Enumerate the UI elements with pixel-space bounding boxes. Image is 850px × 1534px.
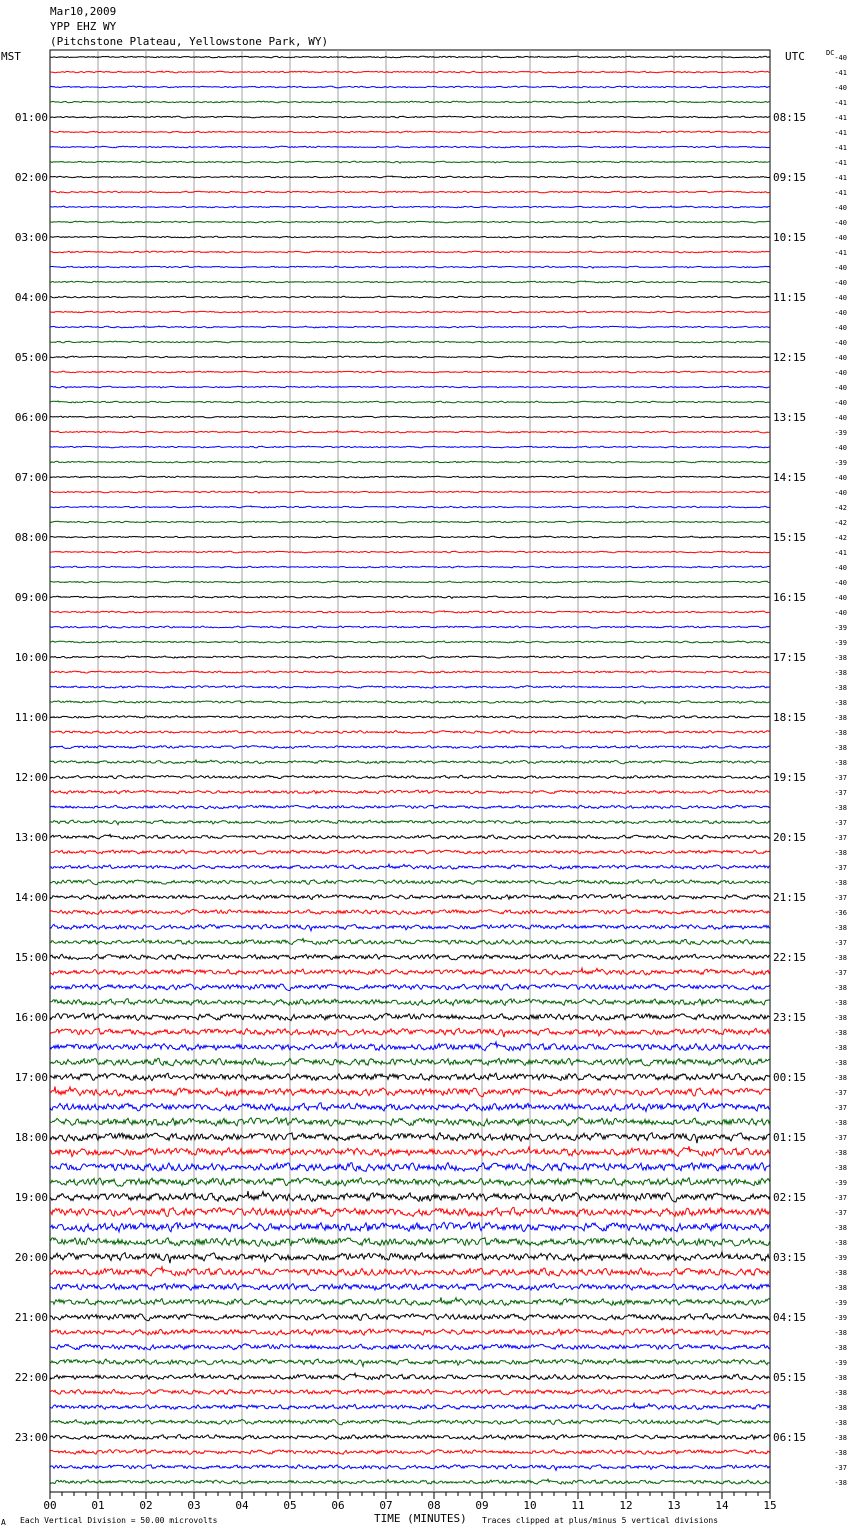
trace-line <box>50 281 770 283</box>
dc-offset-label: -37 <box>834 864 847 872</box>
vertical-scale-note: Each Vertical Division = 50.00 microvolts <box>20 1516 218 1525</box>
trace-line <box>50 476 770 478</box>
trace-line <box>50 401 770 403</box>
trace-line <box>50 1450 770 1455</box>
trace-line <box>50 880 770 885</box>
left-hour-label: 05:00 <box>14 351 48 364</box>
trace-line <box>50 266 770 268</box>
right-hour-label: 11:15 <box>773 291 807 304</box>
right-hour-label: 10:15 <box>773 231 807 244</box>
trace-line <box>50 1344 770 1350</box>
dc-offset-label: -40 <box>834 384 847 392</box>
plot-date: Mar10,2009 <box>50 5 117 18</box>
trace-line <box>50 566 770 568</box>
dc-offset-label: -39 <box>834 1179 847 1187</box>
dc-offset-label: -37 <box>834 1464 847 1472</box>
right-hour-label: 15:15 <box>773 531 807 544</box>
trace-line <box>50 1267 770 1276</box>
right-hour-label: 18:15 <box>773 711 807 724</box>
right-hour-label: 14:15 <box>773 471 807 484</box>
trace-line <box>50 86 770 88</box>
dc-offset-label: -40 <box>834 609 847 617</box>
x-axis-title: TIME (MINUTES) <box>374 1512 467 1525</box>
dc-offset-label: -40 <box>834 219 847 227</box>
left-hour-label: 19:00 <box>14 1191 48 1204</box>
dc-offset-label: -37 <box>834 1104 847 1112</box>
trace-line <box>50 431 770 433</box>
left-hour-label: 10:00 <box>14 651 48 664</box>
dc-offset-label: -37 <box>834 789 847 797</box>
dc-offset-label: -38 <box>834 1344 847 1352</box>
dc-offset-label: -41 <box>834 129 847 137</box>
trace-line <box>50 236 770 238</box>
dc-offset-label: -38 <box>834 849 847 857</box>
dc-offset-label: -40 <box>834 204 847 212</box>
left-hour-label: 20:00 <box>14 1251 48 1264</box>
dc-offset-label: -37 <box>834 1089 847 1097</box>
dc-offset-label: -38 <box>834 1119 847 1127</box>
right-hour-label: 13:15 <box>773 411 807 424</box>
trace-line <box>50 686 770 688</box>
dc-offset-label: -37 <box>834 819 847 827</box>
x-tick-label: 15 <box>763 1499 777 1512</box>
clip-note: Traces clipped at plus/minus 5 vertical divisions <box>482 1516 719 1525</box>
dc-offset-label: -38 <box>834 999 847 1007</box>
trace-line <box>50 416 770 418</box>
left-hour-label: 01:00 <box>14 111 48 124</box>
dc-offset-label: -37 <box>834 1209 847 1217</box>
dc-offset-label: -38 <box>834 1029 847 1037</box>
dc-offset-label: -39 <box>834 429 847 437</box>
left-hour-label: 03:00 <box>14 231 48 244</box>
dc-offset-label: -38 <box>834 1149 847 1157</box>
trace-line <box>50 386 770 388</box>
trace-line <box>50 1359 770 1366</box>
trace-line <box>50 1178 770 1186</box>
trace-line <box>50 1222 770 1232</box>
dc-offset-label: -38 <box>834 1224 847 1232</box>
trace-line <box>50 1420 770 1425</box>
dc-offset-label: -38 <box>834 1389 847 1397</box>
dc-offset-label: -37 <box>834 834 847 842</box>
dc-offset-label: -41 <box>834 549 847 557</box>
x-tick-label: 14 <box>715 1499 729 1512</box>
dc-offset-label: -40 <box>834 309 847 317</box>
trace-line <box>50 641 770 643</box>
trace-line <box>50 1329 770 1336</box>
trace-line <box>50 1479 770 1484</box>
dc-offset-label: -38 <box>834 744 847 752</box>
trace-line <box>50 805 770 809</box>
dc-offset-label: -39 <box>834 1359 847 1367</box>
dc-offset-label: -40 <box>834 54 847 62</box>
trace-line <box>50 984 770 991</box>
trace-line <box>50 775 770 778</box>
dc-offset-label: -38 <box>834 759 847 767</box>
dc-offset-label: -40 <box>834 414 847 422</box>
dc-offset-label: -39 <box>834 459 847 467</box>
dc-offset-label: -38 <box>834 1374 847 1382</box>
trace-line <box>50 999 770 1006</box>
trace-line <box>50 131 770 133</box>
trace-line <box>50 1163 770 1172</box>
trace-line <box>50 446 770 448</box>
left-hour-label: 04:00 <box>14 291 48 304</box>
dc-offset-label: -41 <box>834 69 847 77</box>
dc-offset-label: -40 <box>834 579 847 587</box>
dc-offset-label: -38 <box>834 924 847 932</box>
dc-offset-label: -38 <box>834 684 847 692</box>
trace-line <box>50 551 770 553</box>
x-tick-label: 10 <box>523 1499 537 1512</box>
left-hour-label: 09:00 <box>14 591 48 604</box>
dc-offset-label: -39 <box>834 1314 847 1322</box>
trace-line <box>50 101 770 103</box>
dc-offset-label: -38 <box>834 654 847 662</box>
x-tick-label: 09 <box>475 1499 489 1512</box>
right-hour-label: 00:15 <box>773 1071 807 1084</box>
dc-offset-label: -38 <box>834 1419 847 1427</box>
right-hour-label: 06:15 <box>773 1431 807 1444</box>
station-code: YPP EHZ WY <box>50 20 117 33</box>
trace-line <box>50 1103 770 1112</box>
dc-label: DC <box>826 49 835 57</box>
trace-line <box>50 221 770 223</box>
trace-line <box>50 146 770 148</box>
station-location: (Pitchstone Plateau, Yellowstone Park, WY) <box>50 35 329 48</box>
dc-offset-label: -41 <box>834 99 847 107</box>
right-hour-label: 22:15 <box>773 951 807 964</box>
dc-offset-label: -39 <box>834 639 847 647</box>
trace-line <box>50 71 770 73</box>
dc-offset-label: -40 <box>834 294 847 302</box>
dc-offset-label: -38 <box>834 1014 847 1022</box>
dc-offset-label: -38 <box>834 1479 847 1487</box>
left-timezone-label: MST <box>1 50 21 63</box>
dc-offset-label: -40 <box>834 474 847 482</box>
trace-line <box>50 1252 770 1263</box>
trace-line <box>50 790 770 794</box>
trace-line <box>50 1404 770 1410</box>
left-hour-label: 12:00 <box>14 771 48 784</box>
left-hour-label: 16:00 <box>14 1011 48 1024</box>
dc-offset-label: -42 <box>834 504 847 512</box>
trace-line <box>50 506 770 508</box>
trace-line <box>50 760 770 764</box>
dc-offset-label: -40 <box>834 339 847 347</box>
left-hour-label: 22:00 <box>14 1371 48 1384</box>
trace-line <box>50 1465 770 1471</box>
x-tick-label: 01 <box>91 1499 105 1512</box>
trace-line <box>50 1191 770 1202</box>
dc-offset-label: -41 <box>834 174 847 182</box>
trace-line <box>50 715 770 718</box>
dc-offset-label: -37 <box>834 939 847 947</box>
dc-offset-label: -38 <box>834 954 847 962</box>
dc-offset-label: -37 <box>834 969 847 977</box>
trace-line <box>50 954 770 960</box>
left-hour-label: 18:00 <box>14 1131 48 1144</box>
trace-line <box>50 1435 770 1440</box>
dc-offset-label: -40 <box>834 564 847 572</box>
x-tick-label: 08 <box>427 1499 441 1512</box>
dc-offset-label: -38 <box>834 1074 847 1082</box>
dc-offset-label: -38 <box>834 714 847 722</box>
dc-offset-label: -40 <box>834 264 847 272</box>
right-timezone-label: UTC <box>785 50 805 63</box>
trace-line <box>50 909 770 914</box>
dc-offset-label: -40 <box>834 279 847 287</box>
trace-line <box>50 161 770 163</box>
trace-line <box>50 326 770 328</box>
trace-line <box>50 820 770 825</box>
dc-offset-label: -38 <box>834 1329 847 1337</box>
dc-offset-label: -41 <box>834 144 847 152</box>
dc-offset-label: -38 <box>834 1044 847 1052</box>
trace-line <box>50 251 770 253</box>
trace-line <box>50 341 770 343</box>
right-hour-label: 19:15 <box>773 771 807 784</box>
dc-offset-label: -40 <box>834 234 847 242</box>
dc-offset-label: -40 <box>834 84 847 92</box>
trace-line <box>50 596 770 598</box>
right-hour-label: 23:15 <box>773 1011 807 1024</box>
trace-line <box>50 461 770 463</box>
dc-offset-label: -42 <box>834 534 847 542</box>
trace-line <box>50 1208 770 1217</box>
dc-offset-label: -38 <box>834 1434 847 1442</box>
right-hour-label: 04:15 <box>773 1311 807 1324</box>
trace-line <box>50 924 770 931</box>
trace-line <box>50 1146 770 1156</box>
dc-offset-label: -39 <box>834 1299 847 1307</box>
dc-offset-label: -38 <box>834 699 847 707</box>
dc-offset-label: -38 <box>834 1239 847 1247</box>
dc-offset-label: -41 <box>834 189 847 197</box>
dc-offset-label: -37 <box>834 894 847 902</box>
trace-line <box>50 1314 770 1321</box>
trace-line <box>50 1087 770 1097</box>
x-tick-label: 00 <box>43 1499 57 1512</box>
right-hour-label: 17:15 <box>773 651 807 664</box>
trace-line <box>50 611 770 613</box>
trace-line <box>50 356 770 358</box>
dc-offset-label: -41 <box>834 159 847 167</box>
x-tick-label: 02 <box>139 1499 153 1512</box>
trace-line <box>50 1389 770 1394</box>
left-hour-label: 06:00 <box>14 411 48 424</box>
trace-line <box>50 176 770 178</box>
right-hour-label: 16:15 <box>773 591 807 604</box>
trace-line <box>50 296 770 298</box>
corner-mark: A <box>1 1518 6 1527</box>
right-hour-label: 02:15 <box>773 1191 807 1204</box>
left-hour-label: 07:00 <box>14 471 48 484</box>
trace-line <box>50 1284 770 1291</box>
left-hour-label: 02:00 <box>14 171 48 184</box>
trace-line <box>50 491 770 493</box>
trace-line <box>50 1297 770 1305</box>
dc-offset-label: -41 <box>834 114 847 122</box>
dc-offset-label: -42 <box>834 519 847 527</box>
trace-line <box>50 1118 770 1127</box>
trace-line <box>50 864 770 869</box>
dc-offset-label: -38 <box>834 669 847 677</box>
x-tick-label: 11 <box>571 1499 585 1512</box>
dc-offset-label: -38 <box>834 729 847 737</box>
trace-line <box>50 850 770 854</box>
dc-offset-label: -41 <box>834 249 847 257</box>
trace-line <box>50 521 770 523</box>
dc-offset-label: -40 <box>834 354 847 362</box>
trace-line <box>50 671 770 673</box>
trace-line <box>50 1373 770 1380</box>
dc-offset-label: -38 <box>834 804 847 812</box>
right-hour-label: 21:15 <box>773 891 807 904</box>
trace-line <box>50 939 770 945</box>
dc-offset-label: -38 <box>834 1164 847 1172</box>
dc-offset-label: -38 <box>834 879 847 887</box>
dc-offset-label: -40 <box>834 369 847 377</box>
dc-offset-label: -40 <box>834 324 847 332</box>
trace-line <box>50 731 770 734</box>
trace-line <box>50 701 770 704</box>
dc-offset-label: -38 <box>834 1269 847 1277</box>
left-hour-label: 21:00 <box>14 1311 48 1324</box>
right-hour-label: 01:15 <box>773 1131 807 1144</box>
trace-line <box>50 581 770 583</box>
trace-line <box>50 191 770 193</box>
trace-line <box>50 1238 770 1247</box>
dc-offset-label: -39 <box>834 1254 847 1262</box>
dc-offset-label: -38 <box>834 1059 847 1067</box>
x-tick-label: 05 <box>283 1499 297 1512</box>
left-hour-label: 17:00 <box>14 1071 48 1084</box>
dc-offset-label: -40 <box>834 444 847 452</box>
dc-offset-label: -39 <box>834 624 847 632</box>
left-hour-label: 23:00 <box>14 1431 48 1444</box>
trace-line <box>50 1133 770 1144</box>
trace-line <box>50 746 770 749</box>
trace-line <box>50 1013 770 1020</box>
right-hour-label: 08:15 <box>773 111 807 124</box>
trace-line <box>50 968 770 975</box>
dc-offset-label: -37 <box>834 774 847 782</box>
left-hour-label: 11:00 <box>14 711 48 724</box>
right-hour-label: 03:15 <box>773 1251 807 1264</box>
dc-offset-label: -38 <box>834 1449 847 1457</box>
trace-line <box>50 206 770 208</box>
x-tick-label: 06 <box>331 1499 345 1512</box>
x-tick-label: 03 <box>187 1499 201 1512</box>
left-hour-label: 08:00 <box>14 531 48 544</box>
dc-offset-label: -38 <box>834 984 847 992</box>
trace-line <box>50 1058 770 1066</box>
right-hour-label: 05:15 <box>773 1371 807 1384</box>
x-tick-label: 12 <box>619 1499 633 1512</box>
x-tick-label: 13 <box>667 1499 681 1512</box>
trace-line <box>50 1028 770 1037</box>
dc-offset-label: -40 <box>834 489 847 497</box>
trace-line <box>50 656 770 658</box>
trace-line <box>50 1073 770 1081</box>
x-tick-label: 04 <box>235 1499 249 1512</box>
trace-line <box>50 116 770 118</box>
trace-line <box>50 311 770 313</box>
trace-line <box>50 834 770 839</box>
dc-offset-label: -38 <box>834 1404 847 1412</box>
right-hour-label: 20:15 <box>773 831 807 844</box>
dc-offset-label: -37 <box>834 1194 847 1202</box>
trace-line <box>50 56 770 58</box>
trace-line <box>50 536 770 538</box>
dc-offset-label: -37 <box>834 1134 847 1142</box>
dc-offset-label: -40 <box>834 594 847 602</box>
left-hour-label: 13:00 <box>14 831 48 844</box>
dc-offset-label: -36 <box>834 909 847 917</box>
trace-line <box>50 371 770 373</box>
trace-line <box>50 894 770 899</box>
dc-offset-label: -40 <box>834 399 847 407</box>
trace-line <box>50 626 770 628</box>
left-hour-label: 15:00 <box>14 951 48 964</box>
trace-line <box>50 1042 770 1051</box>
x-tick-label: 07 <box>379 1499 393 1512</box>
right-hour-label: 12:15 <box>773 351 807 364</box>
left-hour-label: 14:00 <box>14 891 48 904</box>
right-hour-label: 09:15 <box>773 171 807 184</box>
dc-offset-label: -38 <box>834 1284 847 1292</box>
